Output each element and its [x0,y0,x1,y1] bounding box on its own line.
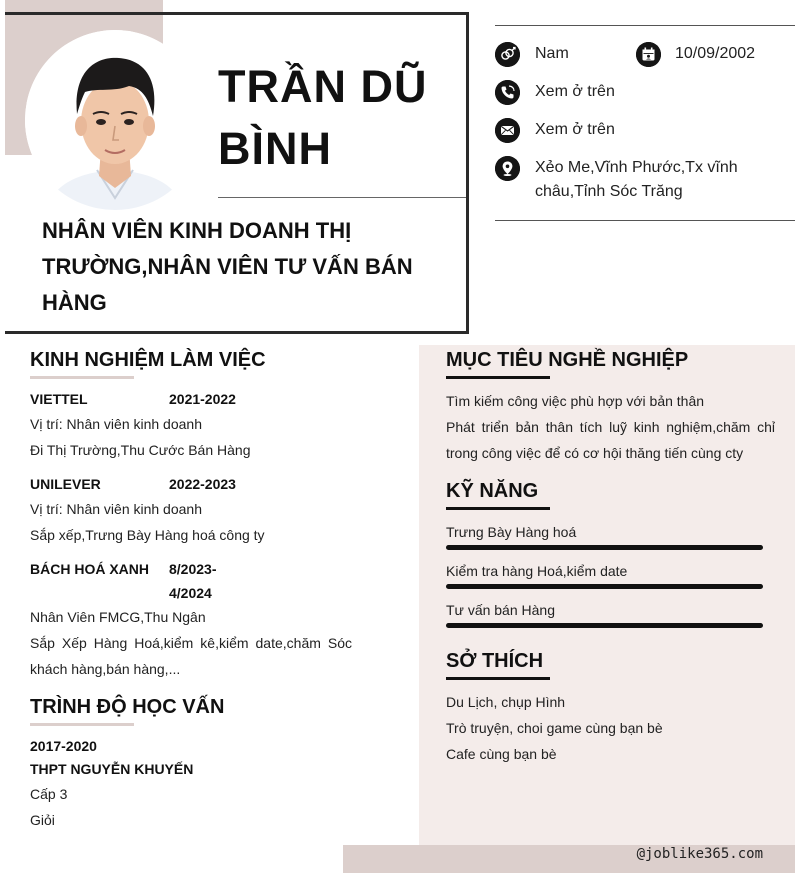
job-period: 2022-2023 [169,476,236,492]
skill-name: Trưng Bày Hàng hoá [446,524,577,540]
skill-name: Kiểm tra hàng Hoá,kiểm date [446,563,628,579]
location-icon [495,156,520,181]
birthday-value: 10/09/2002 [675,45,756,62]
contact-divider-top [495,25,795,26]
hobby-item: Cafe cùng bạn bè [446,746,557,762]
education-grade: Giỏi [30,812,55,828]
candidate-name: TRẦN DŨ BÌNH [218,61,428,174]
education-title-underline [30,723,134,726]
skill-name: Tư vấn bán Hàng [446,602,555,618]
experience-title: KINH NGHIỆM LÀM VIỆC [30,349,266,371]
objective-line: Phát triển bản thân tích luỹ kinh nghiệm,chăm chỉ trong công việc để có cơ hội thăng tiến cùng cty [446,419,775,461]
job-description: Sắp Xếp Hàng Hoá,kiểm kê,kiểm date,chăm Sóc khách hàng,bán hàng,... [30,635,352,677]
education-level: Cấp 3 [30,786,68,802]
job-company: BÁCH HOÁ XANH [30,561,149,577]
skills-title: KỸ NĂNG [446,480,539,502]
job-period: 2021-2022 [169,391,236,407]
skill-level-bar [446,584,763,589]
objective-line: Tìm kiếm công việc phù hợp với bản thân [446,393,705,409]
job-description: Đi Thị Trường,Thu Cước Bán Hàng [30,442,251,458]
objective-title: MỤC TIÊU NGHỀ NGHIỆP [446,349,689,371]
job-position: Nhân Viên FMCG,Thu Ngân [30,609,206,625]
contact-divider-bottom [495,220,795,221]
skill-level-bar [446,623,763,628]
job-description: Sắp xếp,Trưng Bày Hàng hoá công ty [30,527,265,543]
phone-value: Xem ở trên [535,83,615,100]
job-position: Vị trí: Nhân viên kinh doanh [30,501,202,517]
hobby-item: Du Lịch, chụp Hình [446,694,566,710]
skill-level-bar [446,545,763,550]
objective-title-underline [446,376,550,379]
watermark: @joblike365.com [636,846,763,862]
hobbies-title: SỞ THÍCH [446,650,544,672]
job-company: VIETTEL [30,391,88,407]
gender-icon [495,42,520,67]
gender-value: Nam [535,45,569,62]
job-company: UNILEVER [30,476,101,492]
skills-title-underline [446,507,550,510]
address-value: Xẻo Me,Vĩnh Phước,Tx vĩnh châu,Tỉnh Sóc Trăng [535,159,738,200]
calendar-icon [636,42,661,67]
email-value: Xem ở trên [535,121,615,138]
experience-title-underline [30,376,134,379]
education-title: TRÌNH ĐỘ HỌC VẤN [30,696,225,718]
profile-photo [25,30,205,210]
education-period: 2017-2020 [30,738,97,754]
hobbies-title-underline [446,677,550,680]
name-divider [218,197,466,198]
email-icon [495,118,520,143]
job-title: NHÂN VIÊN KINH DOANH THỊ TRƯỜNG,NHÂN VIÊN TƯ VẤN BÁN HÀNG [42,218,413,315]
phone-icon [495,80,520,105]
job-period: 8/2023-4/2024 [169,561,217,601]
education-school: THPT NGUYỄN KHUYẾN [30,761,194,777]
hobby-item: Trò truyện, choi game cùng bạn bè [446,720,663,736]
job-position: Vị trí: Nhân viên kinh doanh [30,416,202,432]
